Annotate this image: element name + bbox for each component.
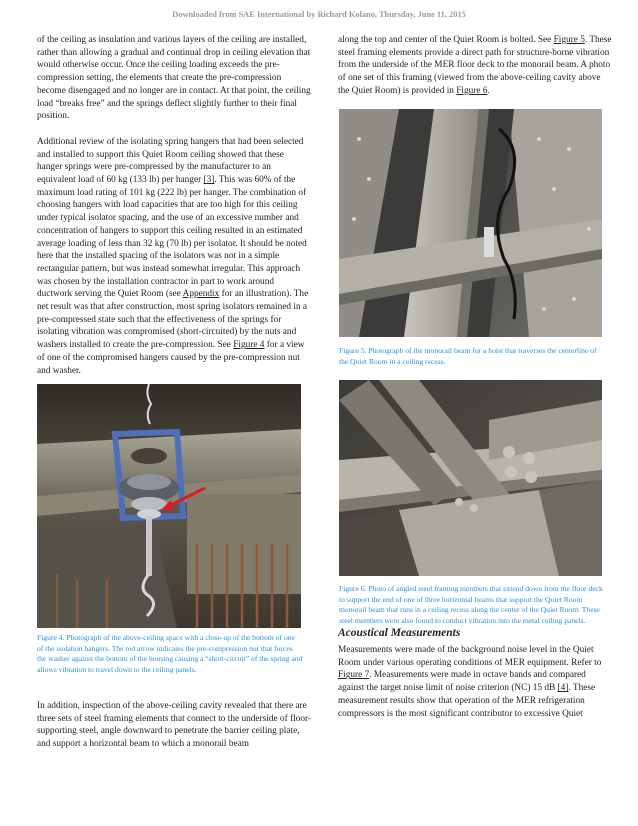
left-column-bottom	[37, 700, 311, 751]
figure-link[interactable]: Figure 7	[338, 670, 370, 681]
figure-5-caption: Figure 5. Photograph of the monorail beam for a hoist that traverses the centerline of the Quiet Room in a ceiling recess.	[339, 346, 597, 366]
paragraph: Additional review of the isolating spring hangers that had been selected and installed to support this Quiet Room ceiling showed that these hanger springs were pre-compressed by the manufacturer to an equivalent load of 60 kg (133 lb) per hanger [3]. This was 60% of the maximum load rating of 101 kg (222 lb) per hanger. The combination of choosing hangers with load capacities that are too high for this ceiling under typical isolator spacing, and the use of an excessive number and concentration of hangers to support this ceiling resulted in an estimated average loading of less than 32 kg (70 lb) per isolator. It should be noted here that the installed spacing of the isolators was not in a simple rectangular pattern, but was instead somewhat irregular. This approach was chosen by the installation contractor in part to work around ductwork serving the Quiet Room (see Appendix for an illustration). The net result was that after construction, most spring isolators remained in a pre-compressed state such that the effectiveness of the springs for isolating vibration was compromised (short-circuited) by the nuts and washers installed to create the pre-compression. See Figure 4 for a view of one of the compromised hangers caused by the pre-compression nut and washer.	[37, 136, 309, 376]
figure-link[interactable]: Figure 6	[456, 85, 488, 96]
paragraph: Measurements were made of the background noise level in the Quiet Room under various operating conditions of MER equipment. Refer to Figure 7. Measurements were made in octave bands and compared against the target noise limit of noise criterion (NC) 15 dB [4]. These measurement results show that operation of the MER refrigeration compressors is the most significant contributor to excessive Quiet	[338, 645, 602, 719]
figure-5-photo	[339, 109, 602, 337]
figure-link[interactable]: Figure 4	[233, 340, 265, 351]
paragraph: of the ceiling as insulation and various layers of the ceiling are installed, rather than allowing a gradual and continual drop in ceiling elevation that would otherwise occur. Once the ceiling loading exceeds the pre-compression setting, the elements that create the pre-compression become disengaged and no longer are in contact. At that point, the ceiling load “breaks free” and the springs deflect slightly further to their final position.	[37, 35, 311, 122]
appendix-link[interactable]: Appendix	[182, 289, 220, 300]
figure-6-photo	[339, 380, 602, 576]
figure-6-caption: Figure 6. Photo of angled steel framing members that extend down from the floor deck to support the end of one of three horizontal beams that support the Quiet Room monorail beam that runs in a ceiling recess along the center of the Quiet Room. These steel members were also found to conduct vibration into the metal ceiling panels.	[339, 584, 603, 625]
reference-link[interactable]: [4]	[557, 683, 569, 694]
right-column	[338, 34, 612, 98]
figure-4-caption: Figure 4. Photograph of the above-ceiling space with a close-up of the bottom of one of the isolation hangers. The red arrow indicates the pre-compression nut that forces the washer against the bottom of the housing causing a “short-circuit” of the spring and allows vibration to travel down to the ceiling panels.	[37, 633, 303, 674]
figure-4-photo	[37, 384, 301, 628]
paragraph: In addition, inspection of the above-ceiling cavity revealed that there are three sets of steel framing elements that connect to the underside of floor-supporting steel, angle downward to penetrate the barrier ceiling plate, and support a horizontal beam to which a monorail beam	[37, 701, 311, 750]
page-header: Downloaded from SAE International by Richard Kolano, Thursday, June 11, 2015	[172, 10, 466, 19]
left-column	[37, 34, 311, 377]
section-heading: Acoustical Measurements	[338, 627, 461, 639]
reference-link[interactable]: [3]	[203, 175, 215, 186]
right-column-bottom	[338, 644, 612, 720]
figure-link[interactable]: Figure 5	[553, 35, 585, 45]
paragraph: along the top and center of the Quiet Room is bolted. See Figure 5. These steel framing elements provide a direct path for structure-borne vibration from the underside of the MER floor deck to the monorail beam. A photo of one set of this framing (viewed from the above-ceiling cavity above the Quiet Room) is provided in Figure 6.	[338, 35, 612, 96]
